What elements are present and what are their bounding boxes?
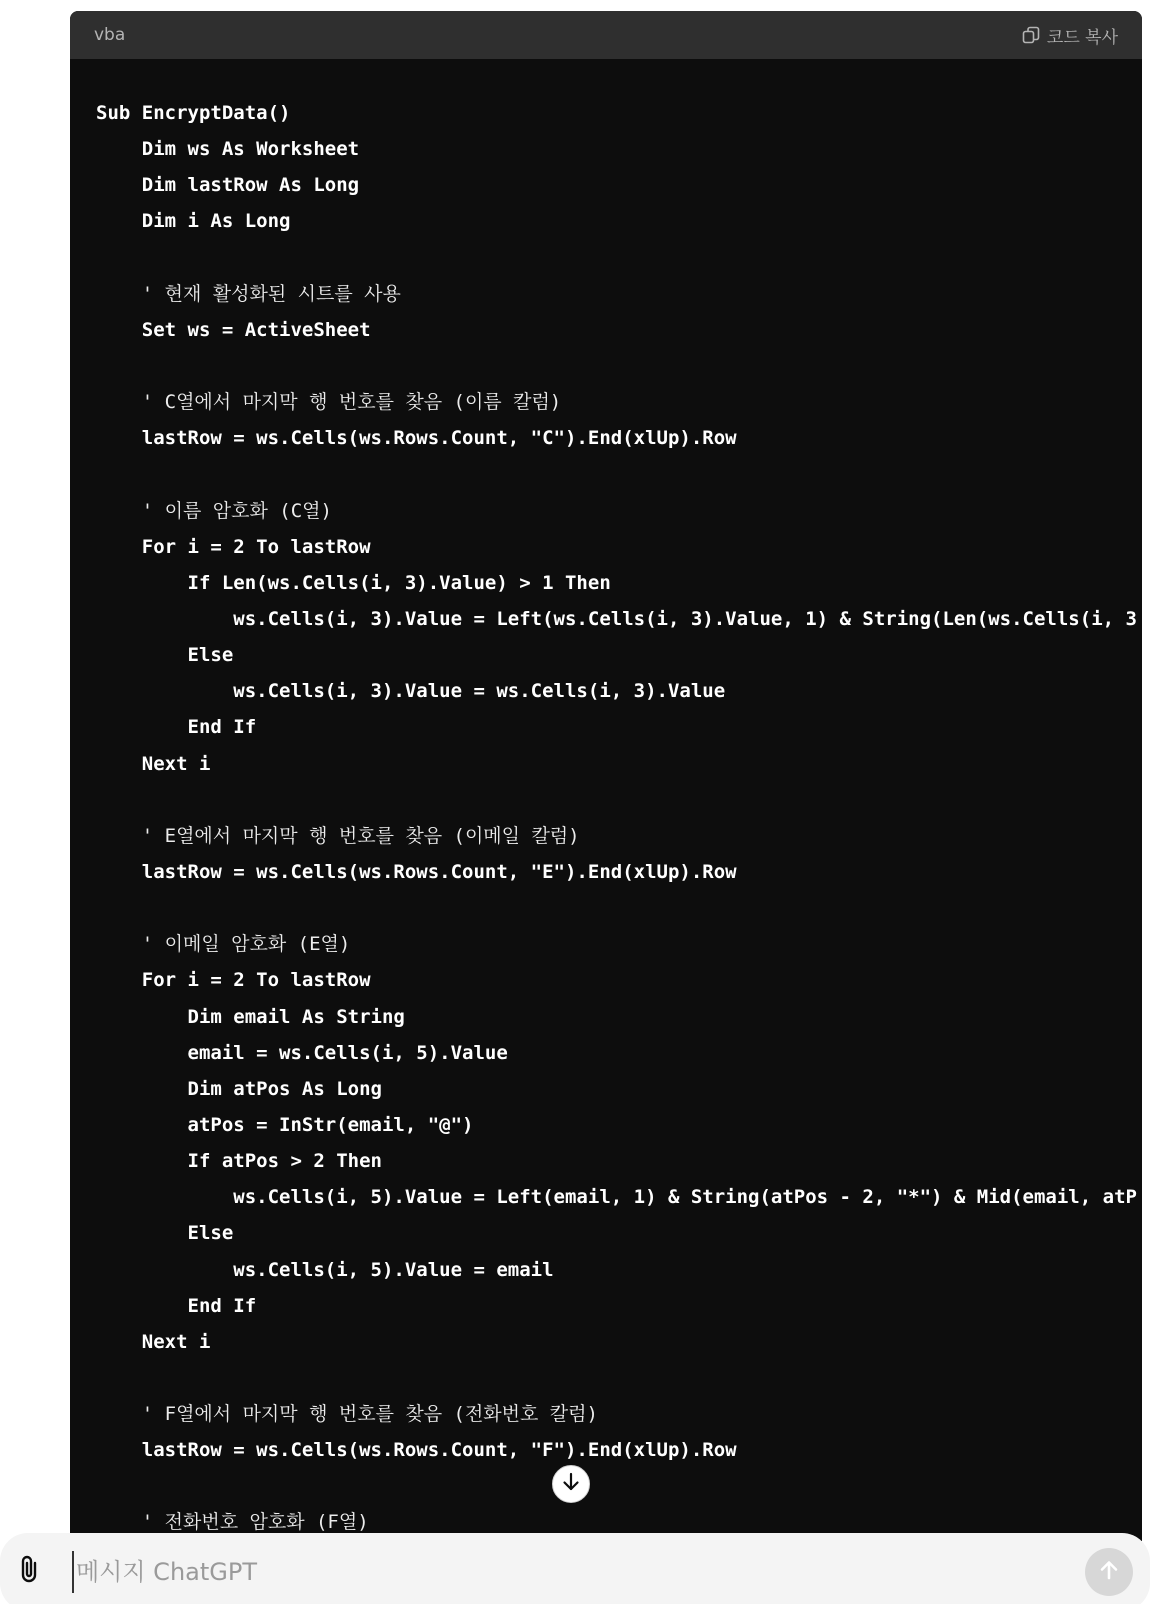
code-line: Dim email As String — [96, 1005, 405, 1028]
message-composer — [0, 1533, 1150, 1604]
code-line: Set ws = ActiveSheet — [96, 318, 371, 341]
code-line: ws.Cells(i, 3).Value = Left(ws.Cells(i, 3).Value, 1) & String(Len(ws.Cells(i, 3 — [96, 607, 1137, 630]
code-line: Next i — [96, 1330, 211, 1353]
code-line: Dim lastRow As Long — [96, 174, 360, 197]
code-line: email = ws.Cells(i, 5).Value — [96, 1041, 508, 1064]
code-line: ws.Cells(i, 3).Value = ws.Cells(i, 3).Value — [96, 680, 726, 703]
send-button[interactable] — [1085, 1548, 1133, 1596]
code-line: For i = 2 To lastRow — [96, 969, 371, 992]
code-line — [96, 1360, 1142, 1396]
scroll-to-bottom-button[interactable] — [552, 1465, 590, 1503]
code-line: Else — [96, 644, 234, 667]
code-line: If atPos > 2 Then — [96, 1150, 382, 1173]
code-line: ws.Cells(i, 5).Value = Left(email, 1) & String(atPos - 2, "*") & Mid(email, atP — [96, 1186, 1137, 1209]
code-line: Next i — [96, 752, 211, 775]
code-line: atPos = InStr(email, "@") — [96, 1113, 474, 1136]
code-line: Dim ws As Worksheet — [96, 138, 360, 161]
code-comment-line: ' E열에서 마지막 행 번호를 찾음 (이메일 칼럼) — [96, 824, 580, 847]
code-line: Sub EncryptData() — [96, 102, 291, 124]
code-comment-line: ' 이름 암호화 (C열) — [96, 499, 332, 522]
code-line: ws.Cells(i, 5).Value = email — [96, 1258, 554, 1281]
code-language-label: vba — [94, 25, 126, 45]
code-line — [96, 1468, 1142, 1504]
code-line: End If — [96, 1294, 257, 1317]
arrow-up-icon — [1097, 1558, 1121, 1587]
copy-code-button[interactable] — [1021, 23, 1118, 48]
copy-icon — [1021, 25, 1041, 45]
arrow-down-icon — [560, 1471, 582, 1498]
code-block — [70, 11, 1142, 1541]
code-content — [96, 95, 1142, 1541]
code-line: lastRow = ws.Cells(ws.Rows.Count, "C").End(xlUp).Row — [96, 427, 737, 450]
code-line: For i = 2 To lastRow — [96, 535, 371, 558]
code-line: Else — [96, 1222, 234, 1245]
message-input[interactable] — [72, 1551, 978, 1593]
code-line: Dim i As Long — [96, 210, 291, 233]
attach-file-button[interactable] — [12, 1553, 48, 1589]
code-line — [96, 348, 1142, 384]
code-line: Dim atPos As Long — [96, 1077, 382, 1100]
code-block-header — [70, 11, 1142, 59]
code-line — [96, 782, 1142, 818]
paperclip-icon — [17, 1554, 43, 1589]
code-comment-line: ' 현재 활성화된 시트를 사용 — [96, 282, 401, 305]
code-line: lastRow = ws.Cells(ws.Rows.Count, "F").End(xlUp).Row — [96, 1439, 737, 1462]
code-line — [96, 240, 1142, 276]
code-line: End If — [96, 716, 257, 739]
code-comment-line: ' 이메일 암호화 (E열) — [96, 933, 351, 956]
code-line: lastRow = ws.Cells(ws.Rows.Count, "E").End(xlUp).Row — [96, 860, 737, 883]
code-line: If Len(ws.Cells(i, 3).Value) > 1 Then — [96, 571, 611, 594]
code-line — [96, 456, 1142, 492]
code-comment-line: ' 전화번호 암호화 (F열) — [96, 1511, 369, 1534]
copy-code-label: 코드 복사 — [1046, 27, 1118, 48]
code-comment-line: ' F열에서 마지막 행 번호를 찾음 (전화번호 칼럼) — [96, 1403, 598, 1426]
code-line — [96, 890, 1142, 926]
code-comment-line: ' C열에서 마지막 행 번호를 찾음 (이름 칼럼) — [96, 391, 562, 414]
